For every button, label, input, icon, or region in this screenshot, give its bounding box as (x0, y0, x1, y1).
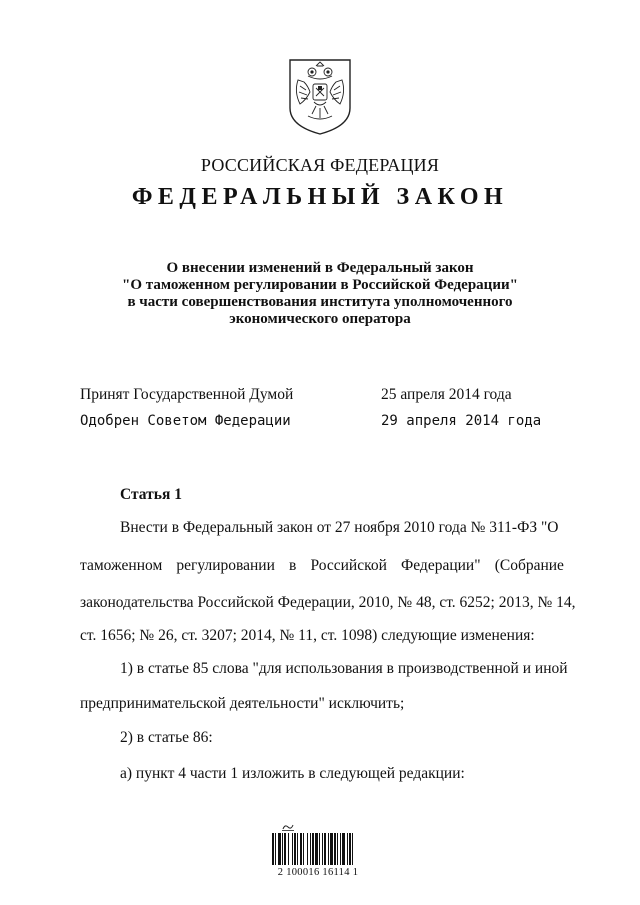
barcode-bar (324, 833, 326, 865)
barcode-bar (334, 833, 336, 865)
barcode-bar (322, 833, 323, 865)
paragraph-line: законодательства Российской Федерации, 2010, № 48, ст. 6252; 2013, № 14, (80, 594, 576, 611)
barcode-bar (278, 833, 281, 865)
law-title-line: "О таможенном регулировании в Российской Федерации" (122, 277, 518, 293)
coat-of-arms-emblem (286, 56, 354, 136)
law-title (0, 260, 640, 328)
country-name: РОССИЙСКАЯ ФЕДЕРАЦИЯ (200, 155, 440, 175)
word: Российской (310, 557, 387, 574)
adopted-by-duma-label: Принят Государственной Думой (80, 386, 294, 403)
article-heading: Статья 1 (120, 486, 182, 503)
barcode-bar (347, 833, 348, 865)
item-line: 2) в статье 86: (120, 729, 213, 746)
item-line: предпринимательской деятельности" исключить; (80, 695, 405, 712)
barcode-bar (307, 833, 308, 865)
barcode-bar (275, 833, 276, 865)
approved-by-council-label: Одобрен Советом Федерации (80, 413, 291, 429)
barcode-bar (292, 833, 293, 865)
barcode-bar (303, 833, 304, 865)
approved-by-council-date: 29 апреля 2014 года (381, 413, 542, 429)
adopted-by-duma-date: 25 апреля 2014 года (381, 386, 512, 403)
word: таможенном (80, 557, 163, 574)
barcode-bar (288, 833, 289, 865)
word: регулировании (176, 557, 275, 574)
barcode-bar (319, 833, 320, 865)
barcode-bar (284, 833, 286, 865)
barcode-bar (315, 833, 318, 865)
word: Федерации" (401, 557, 481, 574)
barcode-bar (300, 833, 302, 865)
word: (Собрание (494, 557, 564, 574)
barcode-number: 2 100016 16114 1 (277, 867, 359, 878)
law-title-line: экономического оператора (229, 311, 411, 327)
barcode-bar (340, 833, 341, 865)
barcode-bar (312, 833, 314, 865)
document-type: ФЕДЕРАЛЬНЫЙ ЗАКОН (131, 184, 509, 210)
barcode-bar (352, 833, 353, 865)
law-title-line: О внесении изменений в Федеральный закон (166, 260, 474, 276)
barcode-bar (342, 833, 345, 865)
item-line: а) пункт 4 части 1 изложить в следующей редакции: (120, 765, 465, 782)
barcode (264, 823, 372, 885)
law-title-line: в части совершенствования института уполномоченного (127, 294, 513, 310)
barcode-bar (349, 833, 351, 865)
paragraph-line: ст. 1656; № 26, ст. 3207; 2014, № 11, ст. 1098) следующие изменения: (80, 627, 535, 644)
barcode-bar (328, 833, 329, 865)
item-line: 1) в статье 85 слова "для использования в производственной и иной (120, 660, 568, 677)
barcode-bar (297, 833, 298, 865)
paragraph-line (80, 557, 564, 575)
barcode-bar (330, 833, 333, 865)
barcode-bar (272, 833, 274, 865)
word: в (289, 557, 297, 574)
barcode-mark-icon (282, 823, 294, 831)
barcode-bar (337, 833, 338, 865)
barcode-bar (282, 833, 283, 865)
barcode-bar (294, 833, 296, 865)
barcode-bars (272, 833, 360, 865)
paragraph-line: Внести в Федеральный закон от 27 ноября 2010 года № 311-ФЗ "О (120, 519, 559, 536)
barcode-bar (310, 833, 311, 865)
